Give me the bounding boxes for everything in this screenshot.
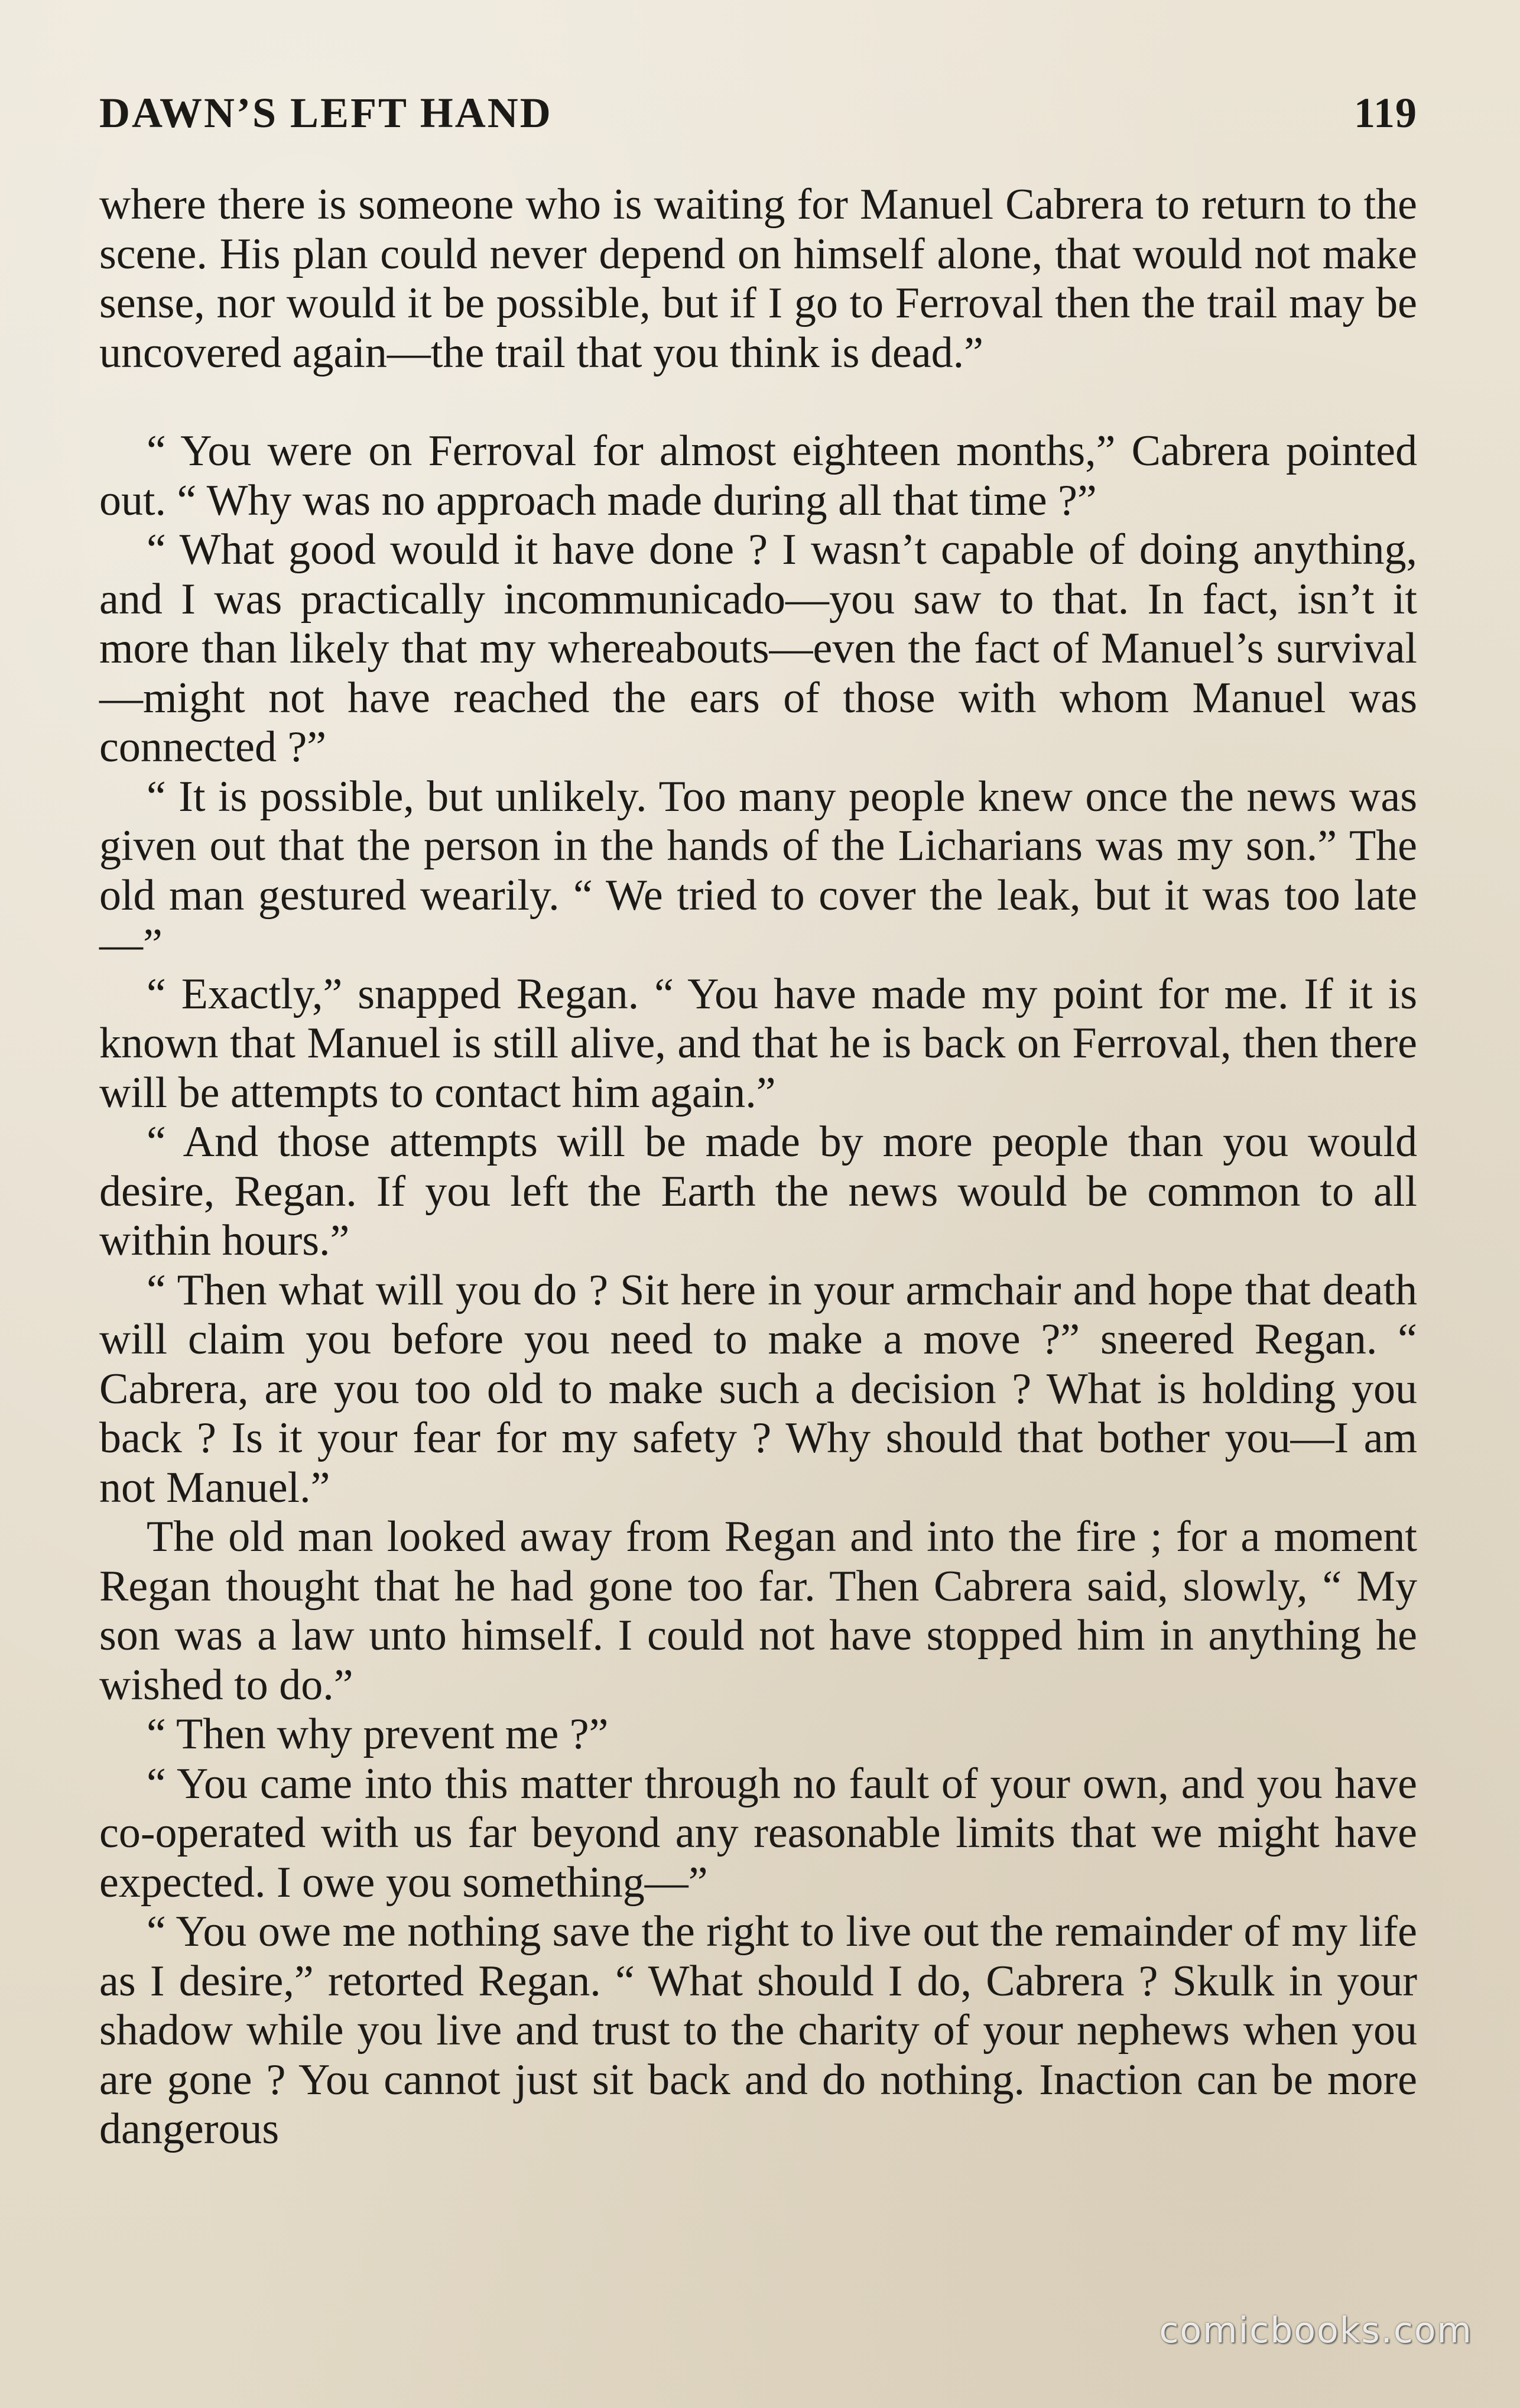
paragraph: “ You owe me nothing save the right to live out the remainder of my life as I desire,” retorted Regan. “ What should I do, Cabrera ? Skulk in your shadow while you live and trust to the charity of your nephews when you are gone ? You cannot just sit back and do nothing. Inaction can be more dangerous xyxy=(99,1907,1417,2153)
paragraph: “ And those attempts will be made by more people than you would desire, Regan. If you left the Earth the news would be common to all within hours.” xyxy=(99,1118,1417,1265)
paragraph: “ Then what will you do ? Sit here in your armchair and hope that death will claim you before you need to make a move ?” sneered Regan. “ Cabrera, are you too old to make such a decision ? What is holding you back ? Is it your fear for my safety ? Why should that bother you—I am not Manuel.” xyxy=(99,1265,1417,1512)
paragraph: “ You were on Ferroval for almost eighteen months,” Cabrera pointed out. “ Why was no approach made during all that time ?” xyxy=(99,427,1417,525)
watermark: comicbooks.com xyxy=(1159,2310,1473,2351)
paragraph: “ Then why prevent me ?” xyxy=(147,1710,609,1758)
page-number: 119 xyxy=(1353,89,1417,137)
paragraph: “ It is possible, but unlikely. Too many people knew once the news was given out that the person in the hands of the Licharians was my son.” The old man gestured wearily. “ We tried to cover the leak, but it was too late—” xyxy=(99,772,1417,969)
paragraph: “ What good would it have done ? I wasn’t capable of doing anything, and I was practically incommunicado—you saw to that. In fact, isn’t it more than likely that my whereabouts—even the fact of Manuel’s survival—might not have reached the ears of those with whom Manuel was connected ?” xyxy=(99,525,1417,771)
paragraph: where there is someone who is waiting for Manuel Cabrera to return to the scene. His plan could never depend on himself alone, that would not make sense, nor would it be possible, but if I go to Ferroval then the trail may be uncovered again—the trail that you think is dead.” xyxy=(99,180,1417,377)
paragraph: “ You came into this matter through no fault of your own, and you have co-operated with us far beyond any reasonable limits that we might have expected. I owe you something—” xyxy=(99,1759,1417,1907)
paragraph: The old man looked away from Regan and into the fire ; for a moment Regan thought that he had gone too far. Then Cabrera said, slowly, “ My son was a law unto himself. I could not have stopped him in anything he wished to do.” xyxy=(99,1513,1417,1709)
body-text xyxy=(99,180,1417,2154)
running-head xyxy=(99,89,1417,154)
running-title: DAWN’S LEFT HAND xyxy=(99,89,553,137)
book-page xyxy=(99,77,1417,2335)
paragraph: “ Exactly,” snapped Regan. “ You have made my point for me. If it is known that Manuel is still alive, and that he is back on Ferroval, then there will be attempts to contact him again.” xyxy=(99,969,1417,1117)
